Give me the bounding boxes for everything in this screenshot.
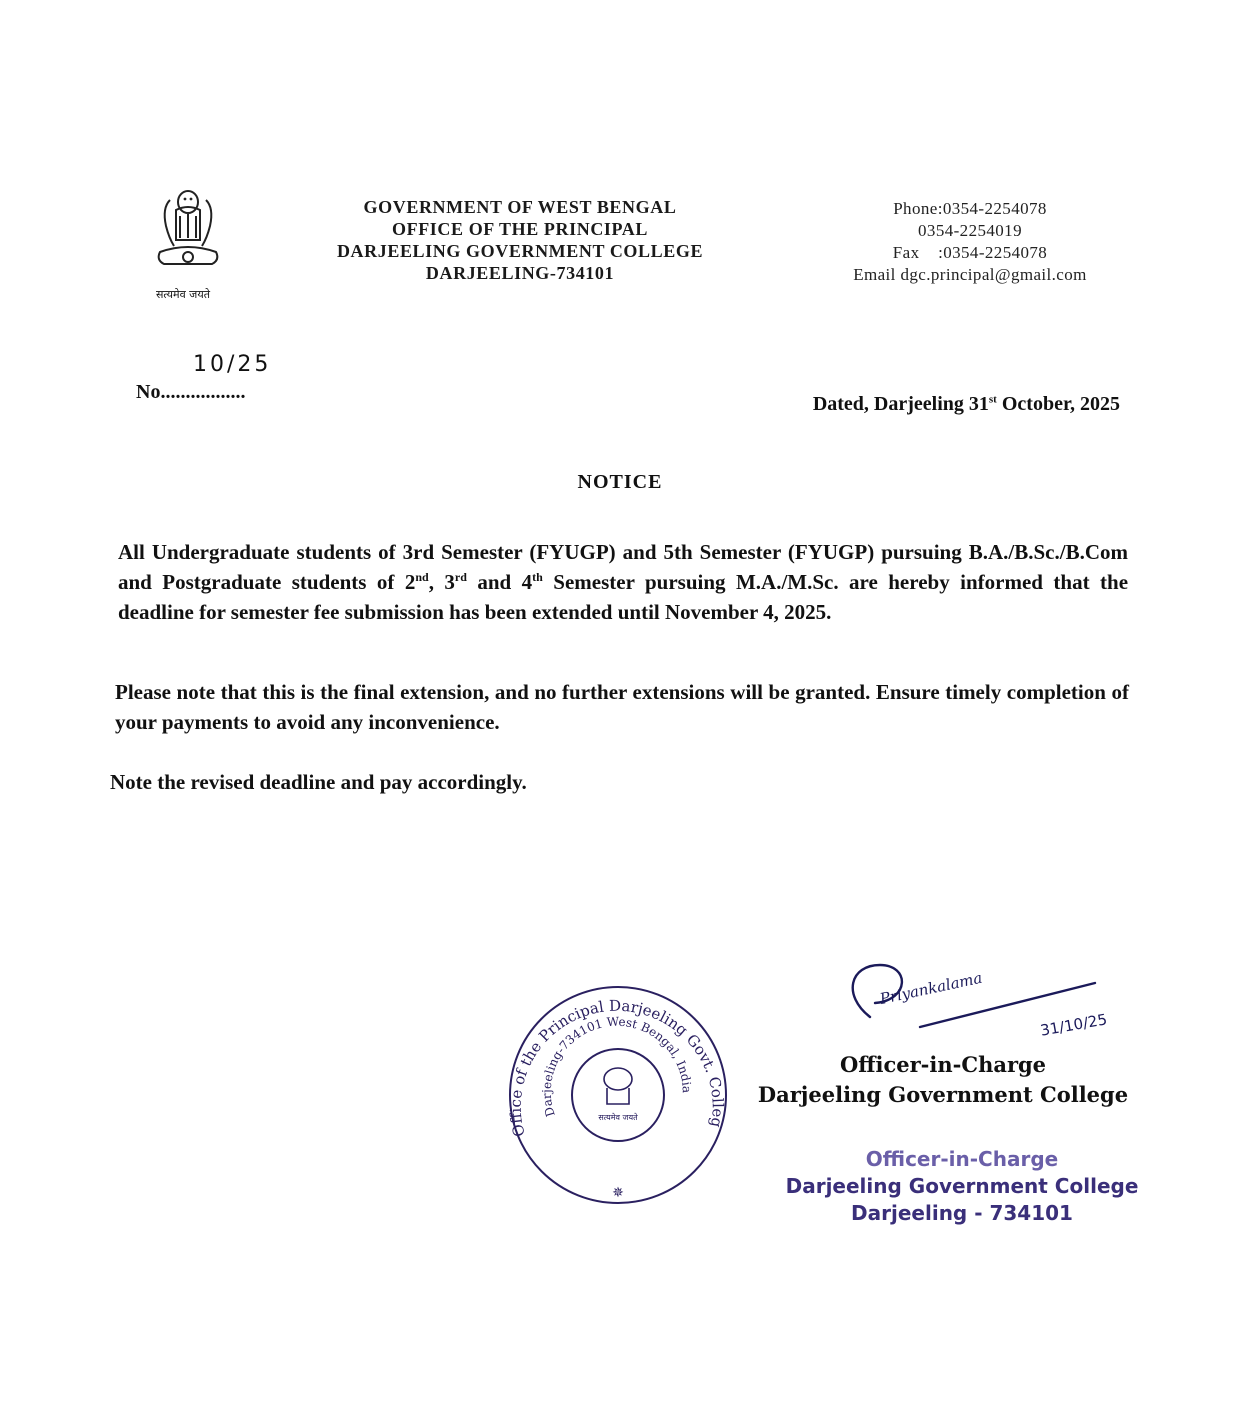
- letterhead-line-office: OFFICE OF THE PRINCIPAL: [392, 219, 648, 239]
- notice-paragraph-2: Please note that this is the final extension, and no further extensions will be granted. Ensure timely completion of your payments to avoid any inconvenience.: [115, 680, 1129, 734]
- notice-paragraph-1: [118, 537, 1128, 627]
- phone-number-2: 0354-2254019: [918, 221, 1022, 240]
- office-seal: [497, 985, 742, 1210]
- reference-number: [136, 380, 245, 404]
- phone-line: [800, 198, 1140, 220]
- email-address: dgc.principal@gmail.com: [900, 265, 1087, 284]
- date-ordinal: st: [988, 393, 997, 406]
- seal-inner-text: Darjeeling-734101 West Bengal, India: [539, 1014, 694, 1119]
- para1-sup-rd: rd: [454, 570, 467, 584]
- seal-motto: सत्यमेव जयते: [598, 1113, 638, 1122]
- signatory-title: [738, 1050, 1148, 1110]
- stamp-address: Darjeeling - 734101: [851, 1201, 1073, 1225]
- phone-number-1: 0354-2254078: [942, 199, 1047, 218]
- fax-number: :0354-2254078: [938, 243, 1048, 262]
- letterhead-line-college: DARJEELING GOVERNMENT COLLEGE: [336, 241, 704, 261]
- para1-sup-th: th: [532, 570, 543, 584]
- stamp-institution: Darjeeling Government College: [785, 1174, 1139, 1198]
- signature-name: Priyankalama: [878, 968, 984, 1008]
- seal-outer-text: Office of the Principal Darjeeling Govt. Colleg: [506, 996, 727, 1139]
- rubber-stamp: [752, 1146, 1172, 1227]
- state-emblem-icon: [148, 180, 228, 275]
- date-rest: October, 2025: [996, 393, 1120, 415]
- seal-emblem-icon: [604, 1068, 632, 1104]
- reference-dots: ................: [165, 381, 246, 403]
- letterhead-line-government: GOVERNMENT OF WEST BENGAL: [363, 197, 677, 217]
- notice-title: NOTICE: [577, 471, 663, 493]
- notice-paragraph-3: Note the revised deadline and pay accordingly.: [110, 770, 527, 794]
- signature-date: 31/10/25: [1038, 1010, 1109, 1040]
- phone-label: Phone:: [893, 199, 943, 218]
- email-label: Email: [853, 265, 896, 284]
- letterhead-title: [270, 196, 770, 284]
- date-line: [700, 392, 1120, 416]
- date-prefix: Dated, Darjeeling 31: [812, 393, 989, 415]
- fax-line: [800, 242, 1140, 264]
- para1-text-a: All Undergraduate students of 3rd Semester (FYUGP) and 5th Semester (FYUGP) pursuing B.A./B.Sc./B.Com and Postgraduate students of 2: [118, 540, 1128, 594]
- para1-text-b: , 3: [428, 570, 455, 594]
- emblem-motto: सत्यमेव जयते: [155, 288, 210, 301]
- email-line: [800, 264, 1140, 286]
- signatory-designation: Officer-in-Charge: [839, 1052, 1047, 1077]
- para1-sup-nd: nd: [415, 570, 429, 584]
- reference-label: No.: [136, 381, 166, 403]
- letterhead-line-address: DARJEELING-734101: [425, 263, 615, 283]
- seal-star-icon: ✵: [612, 1186, 624, 1201]
- stamp-designation: Officer-in-Charge: [865, 1147, 1059, 1171]
- fax-label: Fax: [892, 243, 920, 262]
- contact-block: [800, 198, 1140, 286]
- handwritten-reference-number: 10/25: [193, 352, 272, 377]
- signatory-institution: Darjeeling Government College: [757, 1082, 1129, 1107]
- para1-text-d: Semester pursuing M.A./M.Sc. are hereby informed that the deadline for semester fee submission has been extended until November 4, 2025.: [118, 570, 1129, 624]
- para1-text-c: and 4: [466, 570, 533, 594]
